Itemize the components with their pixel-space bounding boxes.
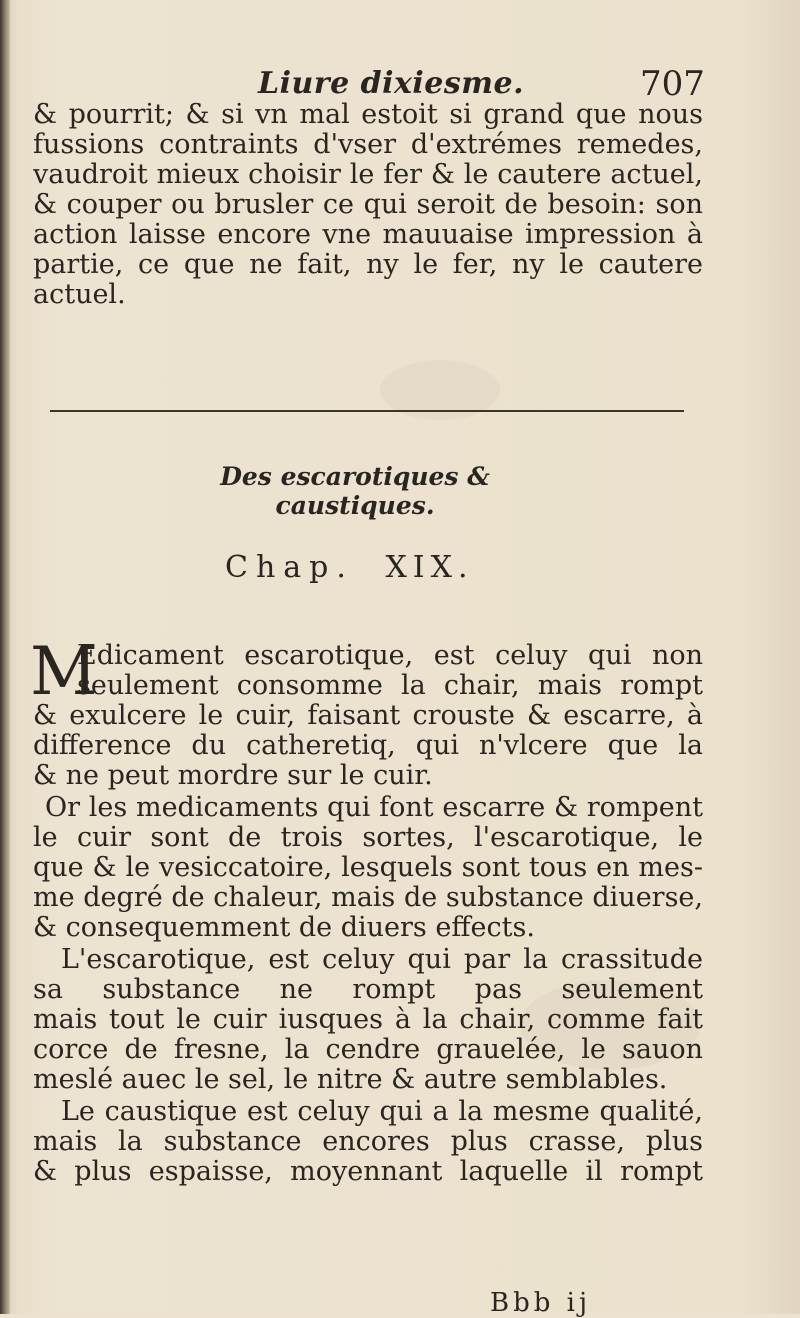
chapter-heading: [225, 550, 545, 585]
text-line: & consequemment de diuers effects.: [33, 912, 535, 943]
text-line: actuel.: [33, 279, 126, 310]
running-title: Liure dixiesme.: [258, 66, 525, 101]
top-paragraph: [33, 100, 703, 309]
text-line: mais tout le cuir iusques à la chair, comme fait: [33, 1005, 703, 1034]
chapter-label: Chap.: [225, 550, 354, 585]
text-line: & exulcere le cuir, faisant crouste & escarre, à: [33, 701, 703, 730]
text-line: partie, ce que ne fait, ny le fer, ny le cautere: [33, 250, 703, 279]
text-line: mais la substance encores plus crasse, plus: [33, 1127, 703, 1156]
signature-mark: Bbb ij: [490, 1288, 592, 1318]
text-line: sa substance ne rompt pas seulement: [33, 975, 703, 1004]
section-title: Des escarotiques & caustiques.: [220, 462, 490, 520]
text-line: le cuir sont de trois sortes, l'escarotique, le: [33, 823, 703, 852]
text-line: & ne peut mordre sur le cuir.: [33, 760, 433, 791]
text-line: que & le vesiccatoire, lesquels sont tous en mes-: [33, 853, 703, 882]
text-line: fussions contraints d'vser d'extrémes remedes,: [33, 130, 703, 159]
page-number: 707: [640, 64, 705, 104]
text-line: me degré de chaleur, mais de substance diuerse,: [33, 883, 703, 912]
text-line: corce de fresne, la cendre grauelée, le sauon: [33, 1035, 703, 1064]
drop-cap: M: [30, 633, 98, 710]
text-line: L'escarotique, est celuy qui par la crassitude: [61, 945, 703, 974]
text-line: & plus espaisse, moyennant laquelle il rompt: [33, 1157, 703, 1186]
text-line: & couper ou brusler ce qui seroit de besoin: son: [33, 190, 703, 219]
text-line: Le caustique est celuy qui a la mesme qualité,: [61, 1097, 703, 1126]
text-line: action laisse encore vne mauuaise impression à: [33, 220, 703, 249]
chapter-number: XIX.: [385, 550, 474, 585]
body-text: [33, 641, 703, 1186]
section-divider: [50, 410, 684, 412]
text-line: seulement consomme la chair, mais rompt: [77, 671, 703, 700]
running-header: [0, 60, 800, 104]
text-line: difference du catheretiq, qui n'vlcere que la: [33, 731, 703, 760]
text-line: Or les medicaments qui font escarre & rompent: [45, 793, 703, 822]
text-line: meslé auec le sel, le nitre & autre semblables.: [33, 1064, 668, 1095]
text-line: Edicament escarotique, est celuy qui non: [77, 641, 703, 670]
page-gutter: [0, 0, 10, 1314]
text-line: vaudroit mieux choisir le fer & le cautere actuel,: [33, 160, 703, 189]
text-line: & pourrit; & si vn mal estoit si grand que nous: [33, 100, 703, 129]
